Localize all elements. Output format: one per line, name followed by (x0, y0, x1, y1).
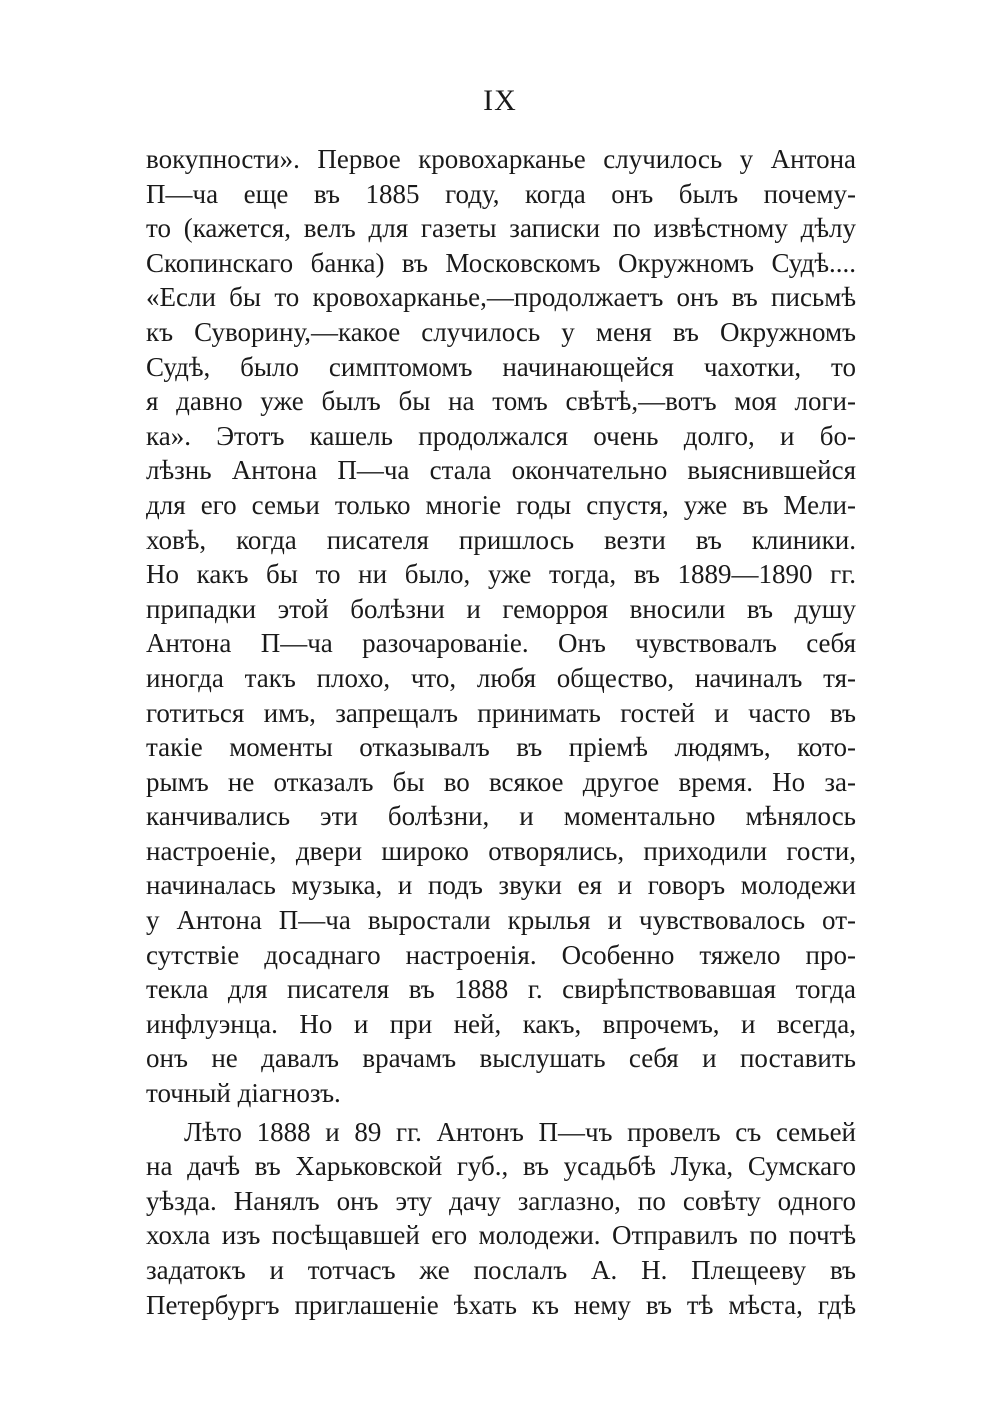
text-line: такіе моменты отказывалъ въ пріемѣ людямъ, кото- (146, 732, 856, 763)
text-line: П—ча еще въ 1885 году, когда онъ былъ почему- (146, 178, 856, 209)
text-line: текла для писателя въ 1888 г. свирѣпствовавшая тогда (146, 974, 856, 1005)
text-line: точный діагнозъ. (146, 1078, 341, 1109)
text-line: настроеніе, двери широко отворялись, приходили гости, (146, 835, 856, 866)
text-line: Петербургъ приглашеніе ѣхать къ нему въ тѣ мѣста, гдѣ (146, 1289, 856, 1320)
text-line: ховѣ, когда писателя пришлось везти въ клиники. (146, 524, 856, 555)
text-line: для его семьи только многіе годы спустя, уже въ Мели- (146, 489, 856, 520)
paragraph-2 (146, 1115, 856, 1323)
text-line: канчивались эти болѣзни, и моментально мѣнялось (146, 801, 856, 832)
text-line: уѣзда. Нанялъ онъ эту дачу заглазно, по совѣту одного (146, 1185, 856, 1216)
text-line: то (кажется, велъ для газеты записки по извѣстному дѣлу (146, 213, 856, 244)
text-line: инфлуэнца. Но и при ней, какъ, впрочемъ, и всегда, (146, 1008, 856, 1039)
text-line: на дачѣ въ Харьковской губ., въ усадьбѣ Лука, Сумскаго (146, 1151, 856, 1182)
text-line: хохла изъ посѣщавшей его молодежи. Отправилъ по почтѣ (146, 1220, 856, 1251)
body-text (146, 142, 856, 1322)
page-number: IX (483, 84, 517, 117)
text-line: я давно уже былъ бы на томъ свѣтѣ,—вотъ моя логи- (146, 386, 856, 417)
text-line: начиналась музыка, и подъ звуки ея и говоръ молодежи (146, 870, 856, 901)
text-line: сутствіе досаднаго настроенія. Особенно тяжело про- (146, 939, 856, 970)
text-line: Судѣ, было симптомомъ начинающейся чахотки, то (146, 351, 856, 382)
text-line: рымъ не отказалъ бы во всякое другое время. Но за- (146, 766, 856, 797)
text-line: иногда такъ плохо, что, любя общество, начиналъ тя- (146, 662, 856, 693)
text-line: онъ не давалъ врачамъ выслушать себя и поставить (146, 1043, 856, 1074)
text-line: припадки этой болѣзни и геморроя вносили въ душу (146, 593, 856, 624)
text-line: ка». Этотъ кашель продолжался очень долго, и бо- (146, 420, 856, 451)
text-line: Лѣто 1888 и 89 гг. Антонъ П—чъ провелъ съ семьей (184, 1116, 856, 1147)
text-line: вокупности». Первое кровохарканье случилось у Антона (146, 144, 856, 174)
text-line: «Если бы то кровохарканье,—продолжаетъ онъ въ письмѣ (146, 282, 856, 313)
text-line: къ Суворину,—какое случилось у меня въ Окружномъ (146, 316, 856, 347)
paragraph-1 (146, 142, 856, 1111)
text-line: готиться имъ, запрещалъ принимать гостей и часто въ (146, 697, 856, 728)
text-line: лѣзнь Антона П—ча стала окончательно выяснившейся (146, 455, 856, 486)
text-line: Скопинскаго банка) въ Московскомъ Окружномъ Судѣ.... (146, 247, 856, 278)
text-line: задатокъ и тотчасъ же послалъ А. Н. Плещееву въ (146, 1255, 856, 1285)
text-line: Антона П—ча разочарованіе. Онъ чувствовалъ себя (146, 628, 856, 659)
text-line: у Антона П—ча выростали крылья и чувствовалось от- (146, 905, 856, 936)
text-line: Но какъ бы то ни было, уже тогда, въ 1889—1890 гг. (146, 559, 856, 590)
